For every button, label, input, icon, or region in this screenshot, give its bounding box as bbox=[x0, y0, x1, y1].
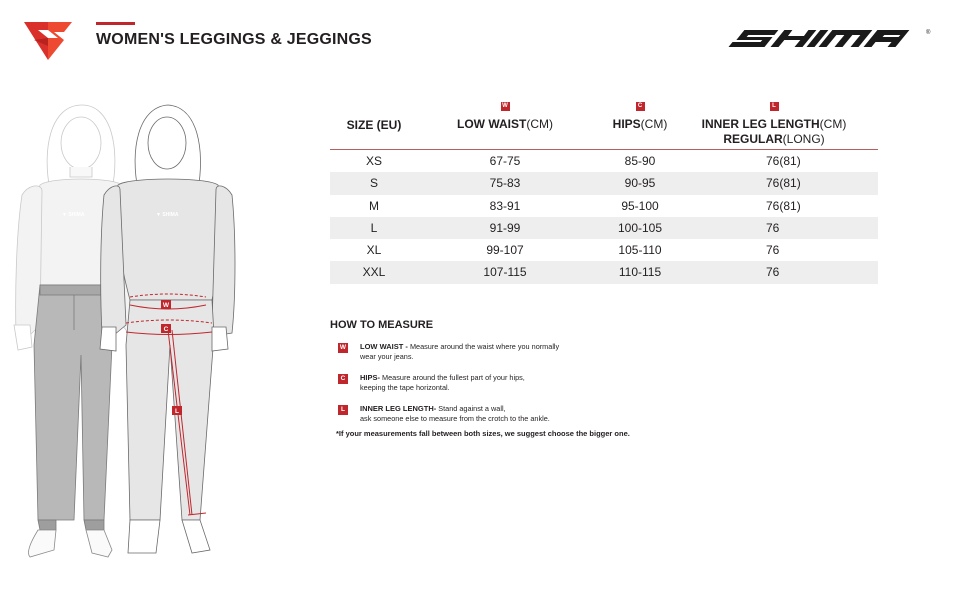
header-inner-leg: L INNER LEG LENGTH(CM) REGULAR(LONG) bbox=[701, 103, 847, 146]
svg-text:▼ SHIMA: ▼ SHIMA bbox=[62, 212, 85, 218]
size-chart-table bbox=[330, 102, 878, 284]
cell-waist: 75-83 bbox=[489, 176, 521, 191]
cell-leg: 76 bbox=[766, 243, 780, 258]
left-figure-jeans bbox=[34, 285, 112, 530]
hips-badge-icon: C bbox=[636, 102, 645, 111]
cell-leg: 76(81) bbox=[766, 176, 801, 191]
how-to-measure-section bbox=[330, 319, 730, 438]
cell-waist: 67-75 bbox=[489, 154, 521, 168]
svg-text:L: L bbox=[175, 408, 179, 415]
cell-hips: 105-110 bbox=[618, 243, 662, 258]
svg-text:C: C bbox=[163, 326, 169, 333]
how-to-measure-title: HOW TO MEASURE bbox=[330, 319, 434, 331]
size-advice-footnote: *If your measurements fall between both sizes, we suggest choose the bigger one. bbox=[336, 429, 630, 438]
cell-size: XS bbox=[365, 154, 382, 168]
marker-c-icon bbox=[161, 324, 171, 333]
cell-size: XXL bbox=[362, 265, 386, 280]
waist-badge-icon: W bbox=[339, 344, 347, 351]
waist-badge-icon: W bbox=[502, 103, 508, 109]
svg-text:▼ SHIMA: ▼ SHIMA bbox=[156, 212, 179, 218]
cell-hips: 100-105 bbox=[617, 220, 663, 235]
header-hips: C HIPS(CM) bbox=[612, 103, 668, 131]
table-row bbox=[330, 172, 878, 194]
cell-size: S bbox=[369, 176, 378, 191]
cell-waist: 91-99 bbox=[489, 220, 521, 235]
marker-l-icon bbox=[172, 406, 182, 415]
cell-hips: 85-90 bbox=[624, 154, 656, 168]
cell-hips: 110-115 bbox=[618, 265, 662, 280]
marker-w-icon bbox=[161, 300, 171, 309]
cell-waist: 83-91 bbox=[489, 198, 521, 213]
svg-text:®: ® bbox=[926, 30, 931, 36]
title-accent-bar bbox=[96, 22, 135, 25]
header-size: SIZE (EU) bbox=[346, 118, 402, 132]
cell-size: M bbox=[369, 198, 379, 213]
instruction-low-waist: W LOW WAIST - Measure around the waist where you normally wear your jeans. bbox=[339, 342, 560, 361]
cell-leg: 76(81) bbox=[766, 198, 801, 213]
hips-badge-icon: C bbox=[338, 374, 348, 384]
table-row bbox=[330, 217, 878, 239]
cell-leg: 76 bbox=[766, 220, 780, 235]
cell-waist: 107-115 bbox=[483, 265, 527, 280]
table-row bbox=[330, 261, 878, 283]
table-header bbox=[330, 102, 878, 150]
page-title: WOMEN'S LEGGINGS & JEGGINGS bbox=[96, 31, 372, 48]
cell-leg: 76(81) bbox=[766, 154, 801, 168]
cell-size: XL bbox=[366, 243, 382, 258]
header-low-waist: W LOW WAIST(CM) bbox=[457, 103, 553, 131]
shima-brand-logo bbox=[728, 26, 933, 54]
table-row bbox=[330, 195, 878, 217]
table-body bbox=[330, 150, 878, 284]
leg-badge-icon: L bbox=[770, 102, 779, 111]
model-figures-illustration bbox=[0, 95, 245, 570]
cell-leg: 76 bbox=[766, 265, 780, 280]
cell-hips: 90-95 bbox=[624, 176, 656, 191]
table-row bbox=[330, 150, 878, 172]
svg-text:W: W bbox=[162, 302, 170, 309]
cell-size: L bbox=[370, 220, 378, 235]
table-row bbox=[330, 239, 878, 261]
left-figure-shoes bbox=[28, 530, 112, 557]
instruction-hips: C HIPS- Measure around the fullest part of your hips, keeping the tape horizontal. bbox=[338, 373, 730, 392]
cell-hips: 95-100 bbox=[621, 198, 659, 213]
shima-logo-mark-icon bbox=[24, 22, 72, 60]
instruction-inner-leg: L INNER LEG LENGTH- Stand against a wall, ask someone else to measure from the crotch to the ankle. bbox=[338, 404, 730, 423]
cell-waist: 99-107 bbox=[486, 243, 524, 258]
leg-badge-icon: L bbox=[338, 405, 348, 415]
